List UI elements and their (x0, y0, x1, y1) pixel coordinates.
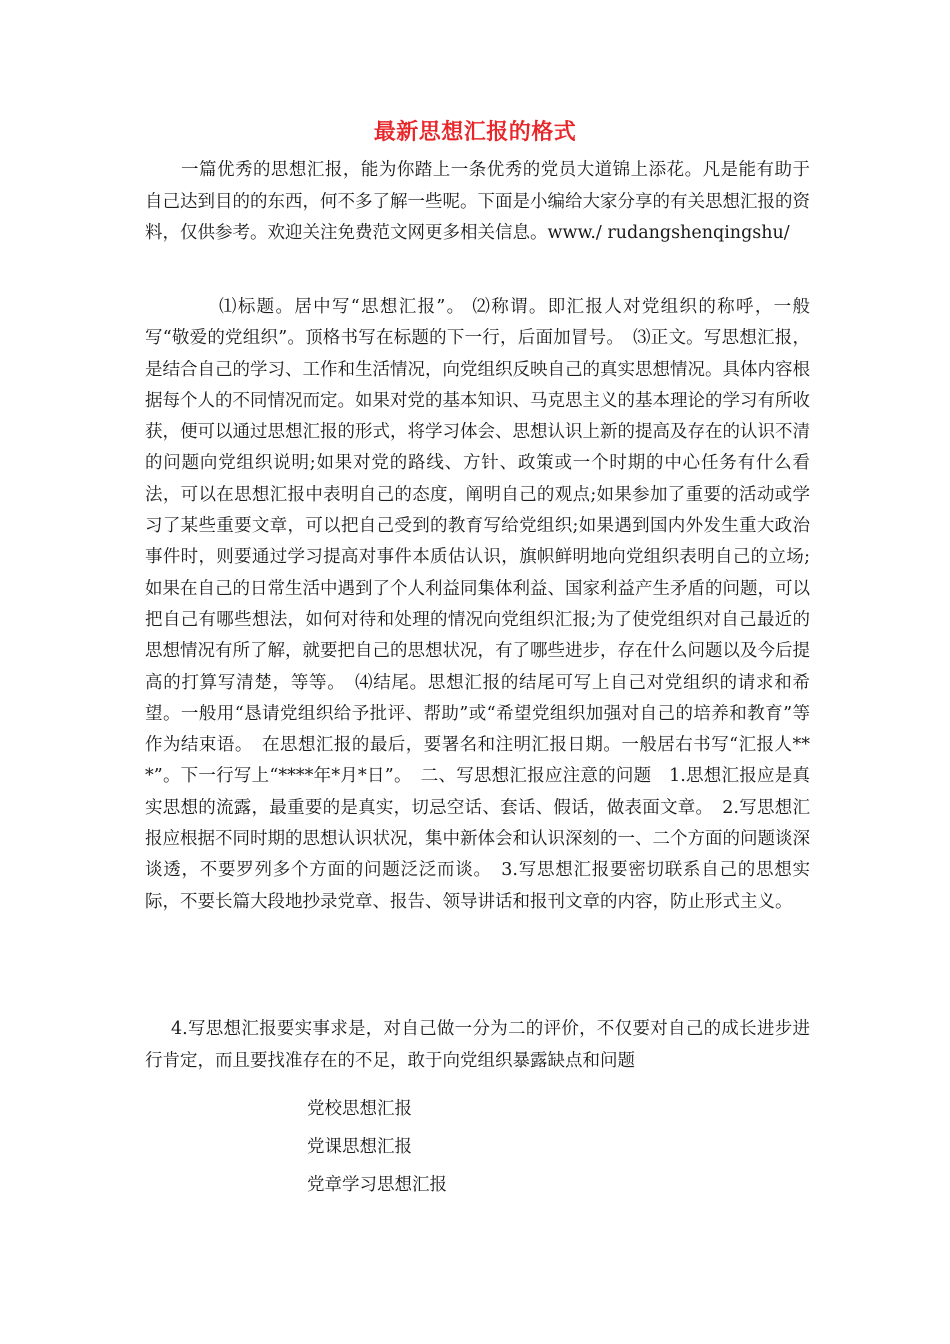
closing-paragraph: 4.写思想汇报要实事求是，对自己做一分为二的评价，不仅要对自己的成长进步进行肯定，而且要找准存在的不足，敢于向党组织暴露缺点和问题 (145, 1019, 810, 1071)
document-title: 最新思想汇报的格式 (373, 120, 577, 145)
related-link-party-lecture[interactable]: 党课思想汇报 (307, 1137, 412, 1157)
related-link-party-constitution[interactable]: 党章学习思想汇报 (307, 1175, 447, 1195)
related-link-party-school[interactable]: 党校思想汇报 (307, 1099, 412, 1119)
related-links-list (307, 1090, 447, 1204)
intro-paragraph: 一篇优秀的思想汇报，能为你踏上一条优秀的党员大道锦上添花。凡是能有助于自己达到目的的东西，何不多了解一些呢。下面是小编给大家分享的有关思想汇报的资料，仅供参考。欢迎关注免费范文网更多相关信息。www./ rudangshenqingshu/ (145, 160, 810, 243)
format-description-paragraph: ⑴标题。居中写“思想汇报”。 ⑵称谓。即汇报人对党组织的称呼，一般写“敬爱的党组织”。顶格书写在标题的下一行，后面加冒号。 ⑶正文。写思想汇报，是结合自己的学习、工作和生活情况，向党组织反映自己的真实思想情况。具体内容根据每个人的不同情况而定。如果对党的基本知识、马克思主义的基本理论的学习有所收获，便可以通过思想汇报的形式，将学习体会、思想认识上新的提高及存在的认识不清的问题向党组织说明;如果对党的路线、方针、政策或一个时期的中心任务有什么看法，可以在思想汇报中表明自己的态度，阐明自己的观点;如果参加了重要的活动或学习了某些重要文章，可以把自己受到的教育写给党组织;如果遇到国内外发生重大政治事件时，则要通过学习提高对事件本质估认识，旗帜鲜明地向党组织表明自己的立场;如果在自己的日常生活中遇到了个人利益同集体利益、国家利益产生矛盾的问题，可以把自己有哪些想法，如何对待和处理的情况向党组织汇报;为了使党组织对自己最近的思想情况有所了解，就要把自己的思想状况，有了哪些进步，存在什么问题以及今后提高的打算写清楚，等等。 ⑷结尾。思想汇报的结尾可写上自己对党组织的请求和希望。一般用“恳请党组织给予批评、帮助”或“希望党组织加强对自己的培养和教育”等作为结束语。 在思想汇报的最后，要署名和注明汇报日期。一般居右书写“汇报人***”。下一行写上“****年*月*日”。 二、写思想汇报应注意的问题 1.思想汇报应是真实思想的流露，最重要的是真实，切忌空话、套话、假话，做表面文章。 2.写思想汇报应根据不同时期的思想认识状况，集中新体会和认识深刻的一、二个方面的问题谈深谈透，不要罗列多个方面的问题泛泛而谈。 3.写思想汇报要密切联系自己的思想实际，不要长篇大段地抄录党章、报告、领导讲话和报刊文章的内容，防止形式主义。 (145, 297, 810, 912)
